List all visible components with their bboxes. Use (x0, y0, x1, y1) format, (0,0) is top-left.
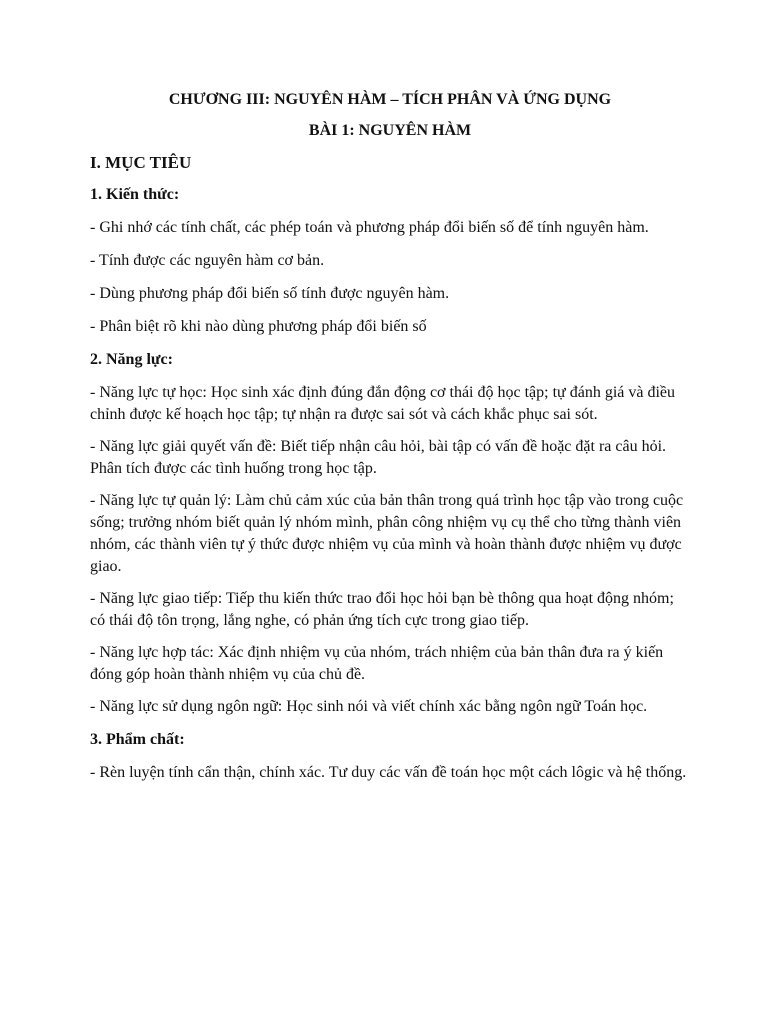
lesson-title: BÀI 1: NGUYÊN HÀM (308, 122, 472, 139)
knowledge-item: - Phân biệt rõ khi nào dùng phương pháp đổi biến số (90, 318, 427, 335)
chapter-title: CHƯƠNG III: NGUYÊN HÀM – TÍCH PHÂN VÀ ỨNG DỤNG (168, 91, 612, 108)
competence-item: - Năng lực giải quyết vấn đề: Biết tiếp nhận câu hỏi, bài tập có vấn đề hoặc đặt ra câu hỏi. Phân tích được các tình huống trong học tập. (90, 438, 667, 477)
competence-item: - Năng lực tự học: Học sinh xác định đúng đắn động cơ thái độ học tập; tự đánh giá và điều chỉnh được kế hoạch học tập; tự nhận ra được sai sót và cách khắc phục sai sót. (90, 384, 676, 423)
competence-item: - Năng lực giao tiếp: Tiếp thu kiến thức trao đổi học hỏi bạn bè thông qua hoạt động nhóm; có thái độ tôn trọng, lắng nghe, có phản ứng tích cực trong giao tiếp. (90, 590, 674, 629)
knowledge-item: - Ghi nhớ các tính chất, các phép toán và phương pháp đổi biến số để tính nguyên hàm. (90, 219, 649, 236)
knowledge-item: - Dùng phương pháp đổi biến số tính được nguyên hàm. (90, 285, 450, 302)
competence-item: - Năng lực hợp tác: Xác định nhiệm vụ của nhóm, trách nhiệm của bản thân đưa ra ý kiến đóng góp hoàn thành nhiệm vụ của chủ đề. (90, 644, 664, 683)
section-objectives-heading: I. MỤC TIÊU (90, 153, 192, 172)
competence-item: - Năng lực sử dụng ngôn ngữ: Học sinh nói và viết chính xác bằng ngôn ngữ Toán học. (90, 698, 648, 715)
document-page (90, 90, 690, 794)
competence-heading: 2. Năng lực: (90, 351, 173, 368)
qualities-heading: 3. Phẩm chất: (90, 731, 185, 748)
competence-item: - Năng lực tự quản lý: Làm chủ cảm xúc của bản thân trong quá trình học tập vào trong cuộc sống; trưởng nhóm biết quản lý nhóm mình, phân công nhiệm vụ cụ thể cho từng thành viên nhóm, các thành viên tự ý thức được nhiệm vụ của mình và hoàn thành được nhiệm vụ được giao. (90, 492, 684, 575)
knowledge-item: - Tính được các nguyên hàm cơ bản. (90, 252, 325, 269)
qualities-item: - Rèn luyện tính cẩn thận, chính xác. Tư duy các vấn đề toán học một cách lôgic và hệ thống. (90, 764, 687, 781)
knowledge-heading: 1. Kiến thức: (90, 186, 180, 203)
